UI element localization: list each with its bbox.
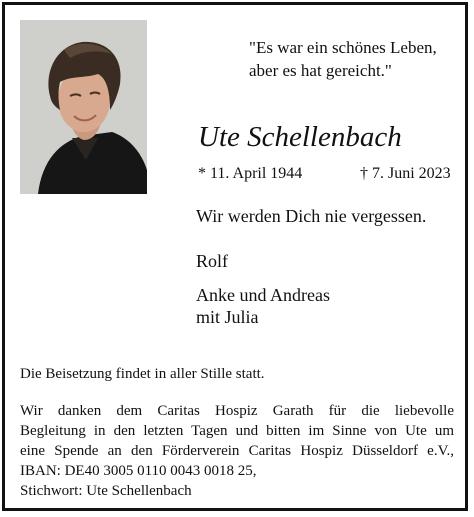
thanks-line: eine Spende an den Förderverein Caritas Hospiz Düsseldorf e.V., (20, 443, 454, 459)
thanks-paragraph (20, 401, 454, 501)
portrait-photo (20, 20, 147, 194)
mourner-entry: Rolf (196, 251, 229, 271)
thanks-line: Wir danken dem Caritas Hospiz Garath für die liebevolle (20, 403, 454, 419)
thanks-line: Stichwort: Ute Schellenbach (20, 483, 192, 499)
mourner-entry: Anke und Andreas mit Julia (196, 285, 330, 327)
epitaph-quote: "Es war ein schönes Leben, aber es hat gereicht." (249, 38, 437, 80)
birth-date: * 11. April 1944 (198, 165, 303, 182)
life-dates (198, 164, 451, 184)
death-date: † 7. Juni 2023 (360, 165, 451, 182)
thanks-line: IBAN: DE40 3005 0110 0043 0018 25, (20, 463, 257, 479)
deceased-name: Ute Schellenbach (198, 121, 402, 153)
burial-note: Die Beisetzung findet in aller Stille statt. (20, 366, 265, 382)
farewell-line: Wir werden Dich nie vergessen. (196, 206, 427, 226)
thanks-line: Begleitung in den letzten Tagen und bitten im Sinne von Ute um (20, 423, 454, 439)
